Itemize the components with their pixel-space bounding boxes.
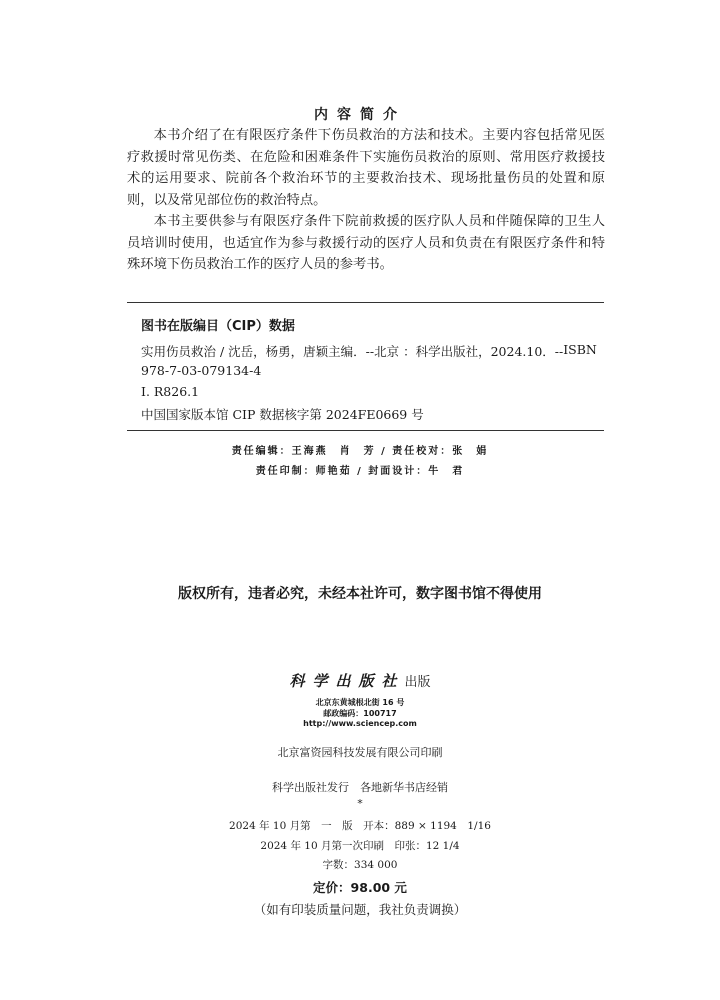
cip-top-rule xyxy=(127,302,604,303)
printer: 北京富资园科技发展有限公司印刷 xyxy=(277,746,443,759)
word-count: 字数：334 000 xyxy=(322,859,398,871)
summary-paragraph-1: 本书介绍了在有限医疗条件下伤员救治的方法和技术。主要内容包括常见医疗救援时常见伤类、在危险和困难条件下实施伤员救治的原则、常用医疗救援技术的运用要求、院前各个救治环节的主要救治技术、现场批量伤员的处置和原则，以及常见部位伤的救治特点。 xyxy=(127,128,605,208)
cip-publication: 北京 ：科学出版社，2024.10．-- xyxy=(374,344,564,359)
copyright-notice: 版权所有，违者必究，未经本社许可，数字图书馆不得使用 xyxy=(178,586,542,602)
cip-isbn-label: ISBN xyxy=(563,342,597,357)
publisher-website: http://www.sciencep.com xyxy=(303,719,417,728)
cip-heading: 图书在版编目（CIP）数据 xyxy=(141,319,295,334)
editors-line-1: 责任编辑：王海燕 肖 芳 / 责任校对：张 娟 xyxy=(231,446,489,457)
editors-line-2: 责任印制：师艳茹 / 封面设计：牛 君 xyxy=(255,466,465,477)
publisher-line xyxy=(0,670,720,691)
quality-note: （如有印装质量问题，我社负责调换） xyxy=(253,902,467,917)
cip-isbn: 978-7-03-079134-4 xyxy=(141,363,262,378)
print-info: 2024 年 10 月第一次印刷 印张：12 1/4 xyxy=(260,840,460,852)
cip-title-responsibility: 实用伤员救治 / 沈岳，杨勇，唐颖主编．-- xyxy=(141,344,375,359)
publisher-suffix: 出版 xyxy=(404,675,431,690)
separator-star: * xyxy=(357,797,363,810)
publisher-postcode: 邮政编码：100717 xyxy=(323,709,397,718)
cip-classification: Ⅰ. R826.1 xyxy=(141,384,200,399)
publisher-logo: 科学出版社 xyxy=(289,672,405,690)
summary-text xyxy=(127,125,605,276)
cip-record-line xyxy=(141,342,595,360)
publisher-address: 北京东黄城根北街 16 号 xyxy=(315,698,405,707)
cip-check-number: 中国国家版本馆 CIP 数据核字第 2024FE0669 号 xyxy=(141,407,424,422)
price: 定价：98.00 元 xyxy=(313,880,407,895)
distribution: 科学出版社发行 各地新华书店经销 xyxy=(272,781,448,794)
summary-paragraph-2: 本书主要供参与有限医疗条件下院前救援的医疗队人员和伴随保障的卫生人员培训时使用，也适宜作为参与救援行动的医疗人员和负责在有限医疗条件和特殊环境下伤员救治工作的医疗人员的参考书。 xyxy=(127,214,605,272)
edition-info: 2024 年 10 月第 一 版 开本：889 × 1194 1/16 xyxy=(229,820,491,832)
summary-title: 内容简介 xyxy=(314,107,406,123)
cip-bottom-rule xyxy=(127,430,604,431)
